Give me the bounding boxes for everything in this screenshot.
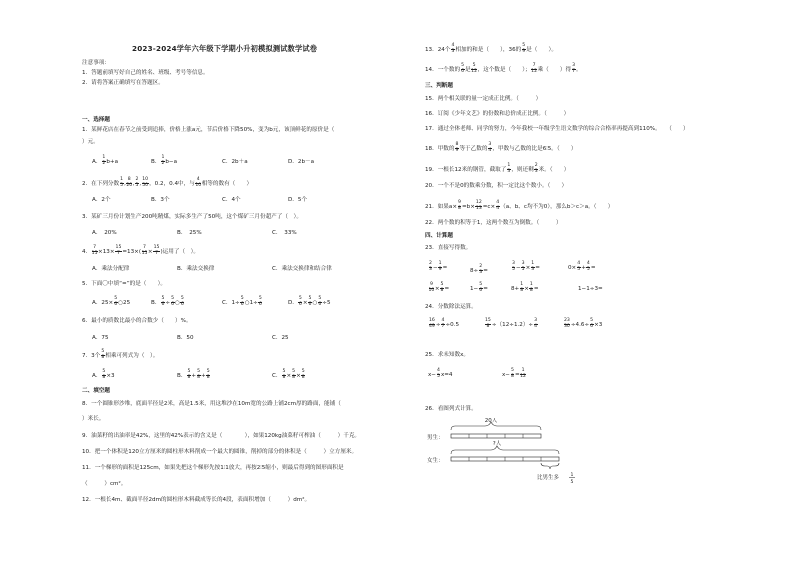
- q2-option-a: A．2个: [92, 197, 111, 203]
- q3-option-c: C． 33%: [272, 230, 297, 236]
- q23-item: 0× $\frac{4}{5}$ + $\frac{4}{5}$ =: [568, 261, 596, 272]
- section-fill: 二、填空题: [82, 388, 110, 394]
- q5-text: 5．下面〇中填“=”的是（ ）。: [82, 281, 166, 287]
- q4-option-c: C．乘法交换律和结合律: [272, 266, 332, 272]
- q6-text: 6．最小的质数比最小的合数少（ ）%。: [82, 318, 192, 324]
- q26-segment-diagram: [425, 418, 585, 490]
- q5-option-c: C．1÷ $\frac{5}{6}$ ○1÷ $\frac{5}{6}$: [222, 296, 262, 307]
- q25-equation-2: x− $\frac{5}{8}$ = $\frac{1}{12}$: [502, 368, 526, 379]
- q21-text: 21．如果a× $\frac{9}{8}$ =b× $\frac{12}{13}$ =c× $\frac{4}{4}$ （a、b、c均不为0），那么b＞c＞a。（ ）: [425, 200, 614, 211]
- q23-item: 1− $\frac{5}{6}$ =: [470, 282, 488, 293]
- q26-text: 26．看图列式计算。: [425, 406, 477, 412]
- q23-item: 8÷ $\frac{2}{3}$ =: [470, 264, 488, 275]
- q20-text: 20．一个不是0的数乘分数，积一定比这个数小。（ ）: [425, 183, 568, 189]
- notice-item: 2．请将答案正确填写在答题区。: [82, 80, 164, 86]
- q8-text-end: ）米长。: [82, 416, 105, 422]
- q5-option-a: A．25× $\frac{5}{6}$ ○25: [92, 296, 131, 307]
- section-calc: 四、计算题: [425, 233, 453, 239]
- extra-part-label: 比男生多: [537, 475, 560, 481]
- q7-option-a: A． $\frac{5}{8}$ ×3: [92, 369, 115, 380]
- q1-option-b: B． $\frac{1}{2}$ b−a: [151, 155, 178, 166]
- notice-item: 1．答题前填写好自己的姓名、班级、考号等信息。: [82, 70, 209, 76]
- q1-option-c: C．2b＋a: [222, 159, 248, 165]
- q25-text: 25．求未知数x。: [425, 352, 469, 358]
- q7-option-b: B． $\frac{5}{8}$ + $\frac{5}{8}$ + $\frac{5}{8}$: [177, 369, 210, 380]
- q7-text: 7．3个 $\frac{5}{8}$ 相乘可列式为（ ）。: [82, 349, 159, 360]
- q13-text: 13．24个 $\frac{4}{3}$ 相加的和是（ ），36的 $\frac{5}{9}$ 是（ ）。: [425, 43, 557, 54]
- extra-fraction-denominator: 5: [570, 480, 574, 485]
- q1-option-d: D．2b－a: [288, 159, 315, 165]
- q4-text: 4． $\frac{7}{15}$ ×13× $\frac{15}{7}$ =13×( $\frac{7}{15}$ × $\frac{15}{7}$ )运用了（ ）。: [82, 245, 200, 256]
- boys-total-label: 20人: [484, 418, 498, 424]
- section-judge: 三、判断题: [425, 83, 453, 89]
- boys-bar: [451, 434, 541, 438]
- girls-unknown-label: ?人: [492, 441, 502, 447]
- q23-item: $\frac{3}{5}$ − $\frac{3}{5}$ × $\frac{1}{3}$ =: [512, 261, 540, 272]
- q12-text: 12．一根长4m、截面半径2dm的圆柱形木料截成等长的4段，表面积增加（ ）dm²。: [82, 497, 311, 503]
- q16-text: 16．订阅《少年文艺》的份数和总价成正比例。（ ）: [425, 111, 570, 117]
- notice-heading: 注意事项：: [82, 60, 110, 66]
- q2-text: 2．在下列分数 $\frac{1}{5}$ , $\frac{8}{20}$ , $\frac{2}{5}$ , $\frac{10}{50}$ ，0.2，0.4中，与 $\frac{4}{10}$ 相等的数有（ ）: [82, 177, 253, 188]
- boys-label: 男生：: [427, 435, 444, 441]
- q5-option-b: B． $\frac{5}{6}$ ÷ $\frac{5}{6}$ ○ $\frac{5}{6}$: [151, 296, 184, 307]
- section-choice: 一、选择题: [82, 117, 110, 123]
- q24-item: $\frac{23}{30}$ ÷4.6÷ $\frac{5}{6}$ ×3: [564, 318, 603, 329]
- page-title: 2023-2024学年六年级下学期小升初模拟测试数学试卷: [132, 44, 318, 53]
- q1-option-a: A． $\frac{1}{2}$ b+a: [92, 155, 119, 166]
- q1-text-end: ）元。: [82, 139, 99, 145]
- q4-option-b: B．乘法交换律: [177, 266, 215, 272]
- q7-option-c: C． $\frac{5}{8}$ × $\frac{5}{8}$ × $\frac{5}{8}$: [272, 369, 305, 380]
- q24-text: 24．分数除法运算。: [425, 304, 477, 310]
- q3-option-a: A． 20%: [92, 230, 117, 236]
- q10-text: 10．把一个体积是120立方厘米的圆柱形木料削成一个最大的圆锥，削掉的部分的体积是（ ）立方厘米。: [82, 449, 358, 455]
- q9-text: 9．油菜籽的出油率是42%，这里的42%表示的含义是（ ），如果120kg油菜籽可榨油（ ）千克。: [82, 433, 361, 439]
- q23-item: 8+ $\frac{1}{8}$ × $\frac{1}{8}$ =: [511, 282, 539, 293]
- q15-text: 15．两个相关联的量一定成正比例。（ ）: [425, 96, 542, 102]
- q8-text: 8．一个圆锥形沙堆，底面半径是2米，高是1.5米，用这堆沙在10m宽的公路上铺2cm厚的路面，能铺（: [82, 401, 341, 407]
- q6-option-a: A．75: [92, 335, 109, 341]
- q5-option-d: D． $\frac{5}{6}$ × $\frac{5}{6}$ ○ $\frac{5}{6}$ ÷5: [288, 296, 331, 307]
- q4-option-a: A．乘法分配律: [92, 266, 130, 272]
- girls-label: 女生：: [427, 458, 444, 464]
- q2-option-c: C．4个: [222, 197, 241, 203]
- q2-option-b: B．3个: [151, 197, 170, 203]
- extra-part-brace: [541, 463, 559, 469]
- q24-item: $\frac{15}{8}$ ÷（12÷1.2）÷ $\frac{3}{4}$: [485, 318, 538, 329]
- q11-text-end: （ ）cm²。: [82, 481, 127, 487]
- q23-item: $\frac{9}{10}$ × $\frac{5}{8}$ =: [428, 282, 450, 293]
- q17-text: 17．通过全体老师、同学的努力，今年我校一年级学生语文数学的综合合格率再提高到110%。 （ ）: [425, 126, 689, 132]
- q1-text: 1．某鲜花店在春节之前受到追捧，价格上涨a元，节后价格下降50%，变为b元，该顶鲜花的原价是（: [82, 127, 335, 133]
- q23-text: 23．直接写得数。: [425, 245, 472, 251]
- q18-text: 18．甲数的 $\frac{8}{9}$ 等于乙数的 $\frac{3}{4}$ ，甲数与乙数的比是6∶5。（ ）: [425, 142, 577, 153]
- q2-option-d: D．5个: [288, 197, 308, 203]
- q3-option-b: B． 25%: [177, 230, 202, 236]
- q14-text: 14．一个数的 $\frac{5}{6}$ 是 $\frac{5}{12}$ ，这个数是（ ）； $\frac{7}{12}$ 乘（ ）得 $\frac{3}{7}$ 。: [425, 63, 582, 74]
- extra-fraction-numerator: 1: [570, 473, 574, 478]
- q23-item: 1−1÷3=: [578, 286, 603, 292]
- q19-text: 19．一根长12米的钢管，截取了 $\frac{1}{3}$ ，则还剩 $\frac{2}{3}$ 米。（ ）: [425, 163, 570, 174]
- q6-option-b: B．50: [177, 335, 194, 341]
- girls-total-brace: [451, 446, 559, 454]
- q6-option-c: C．25: [272, 335, 289, 341]
- q22-text: 22．两个数的积等于1，这两个数互为倒数。（ ）: [425, 220, 562, 226]
- q25-equation-1: x− $\frac{4}{5}$ x=4: [428, 368, 453, 379]
- q11-text: 11．一个梯形的面积是125cm，如果先把这个梯形先按1∶1放大，再按2∶5缩小，则最后得到的图形面积是: [82, 465, 344, 471]
- q24-item: $\frac{16}{49}$ ÷ $\frac{4}{7}$ ÷0.5: [429, 318, 460, 329]
- q23-item: $\frac{2}{3}$ − $\frac{1}{9}$ =: [429, 261, 448, 272]
- q3-text: 3．某矿三月份计划生产200吨精煤，实际多生产了50吨，这个煤矿三月份超产了（ ）。: [82, 214, 302, 220]
